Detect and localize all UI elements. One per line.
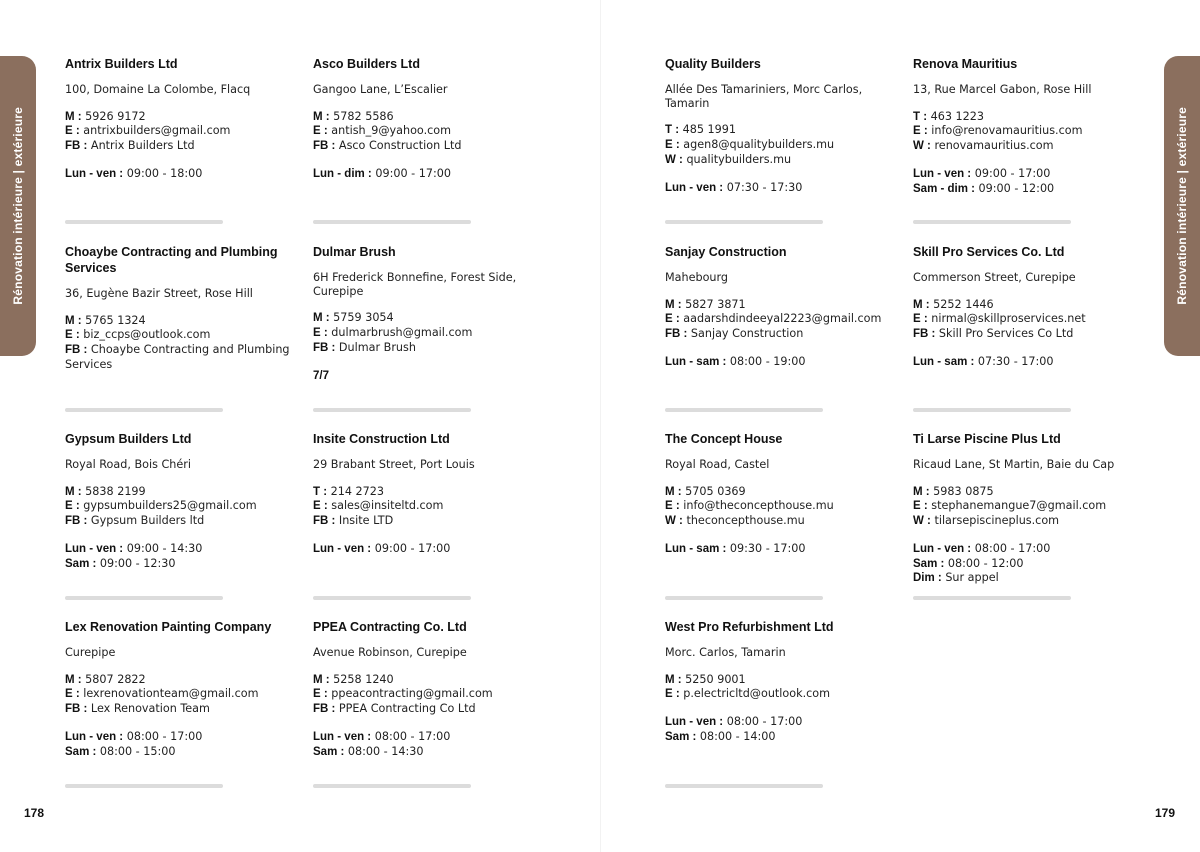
opening-hours <box>665 715 901 744</box>
contact-value[interactable]: Sanjay Construction <box>690 327 804 341</box>
contact-value[interactable]: antrixbuilders@gmail.com <box>83 124 231 138</box>
contact-line <box>313 485 549 500</box>
company-entry <box>65 619 301 759</box>
contact-value[interactable]: p.electricltd@outlook.com <box>683 687 831 701</box>
contact-line <box>313 673 549 688</box>
hours-line <box>913 355 1149 370</box>
contact-line <box>65 328 301 343</box>
hours-line <box>913 542 1149 557</box>
hours-label: Lun - ven : <box>65 730 124 743</box>
contact-label: M : <box>665 485 682 498</box>
entry-separator <box>65 596 223 600</box>
contact-value[interactable]: biz_ccps@outlook.com <box>83 328 211 342</box>
contact-value[interactable]: 5807 2822 <box>85 672 146 686</box>
company-address: Curepipe <box>65 646 116 659</box>
contact-line <box>665 485 901 500</box>
contact-label: M : <box>913 298 930 311</box>
company-address: Royal Road, Bois Chéri <box>65 458 191 471</box>
hours-value: 07:30 - 17:00 <box>977 354 1054 368</box>
company-name: Lex Renovation Painting Company <box>65 620 272 634</box>
contact-value[interactable]: 5765 1324 <box>85 313 146 327</box>
contact-list <box>65 314 301 372</box>
contact-line <box>65 110 301 125</box>
contact-list <box>665 485 901 529</box>
company-entry <box>665 431 901 557</box>
contact-value[interactable]: Choaybe Contracting and Plumbing Services <box>65 343 290 371</box>
company-name: Renova Mauritius <box>913 57 1018 71</box>
opening-hours <box>913 167 1149 196</box>
hours-line <box>665 730 901 745</box>
company-address: Royal Road, Castel <box>665 458 770 471</box>
hours-value: 08:00 - 15:00 <box>99 744 176 758</box>
hours-line <box>313 167 549 182</box>
entry-separator <box>665 784 823 788</box>
contact-label: E : <box>65 688 80 701</box>
contact-list <box>313 485 549 529</box>
contact-label: T : <box>313 485 328 498</box>
contact-line <box>665 514 901 529</box>
company-address: 13, Rue Marcel Gabon, Rose Hill <box>913 83 1092 96</box>
hours-label: Sam : <box>65 557 97 570</box>
company-address: 36, Eugène Bazir Street, Rose Hill <box>65 287 253 300</box>
contact-label: M : <box>313 110 330 123</box>
entry-separator <box>313 220 471 224</box>
company-name: The Concept House <box>665 432 783 446</box>
contact-list <box>913 485 1149 529</box>
hours-label: Sam : <box>65 745 97 758</box>
contact-line <box>65 499 301 514</box>
hours-line <box>913 182 1149 197</box>
contact-value[interactable]: aadarshdindeeyal2223@gmail.com <box>683 312 882 326</box>
side-tab-left <box>0 56 36 356</box>
hours-value: 08:00 - 12:00 <box>947 556 1024 570</box>
contact-label: E : <box>665 139 680 152</box>
contact-label: FB : <box>65 515 88 528</box>
contact-value[interactable]: gypsumbuilders25@gmail.com <box>83 499 257 513</box>
contact-value[interactable]: Lex Renovation Team <box>90 702 210 716</box>
hours-value: 08:00 - 14:30 <box>347 744 424 758</box>
contact-label: E : <box>665 313 680 326</box>
contact-value[interactable]: PPEA Contracting Co Ltd <box>338 702 476 716</box>
contact-label: M : <box>313 673 330 686</box>
contact-value[interactable]: info@theconcepthouse.mu <box>683 499 834 513</box>
hours-value: Sur appel <box>945 571 999 585</box>
contact-label: E : <box>313 125 328 138</box>
entry-separator <box>913 220 1071 224</box>
contact-line <box>913 124 1149 139</box>
page-number-right: 179 <box>1155 806 1176 820</box>
company-name: Sanjay Construction <box>665 245 787 259</box>
hours-value: 09:00 - 17:00 <box>375 166 451 180</box>
hours-line <box>65 542 301 557</box>
contact-value[interactable]: Skill Pro Services Co Ltd <box>938 327 1074 341</box>
contact-label: M : <box>65 673 82 686</box>
contact-list <box>665 673 901 702</box>
contact-line <box>665 298 901 313</box>
contact-label: E : <box>313 327 328 340</box>
company-name: West Pro Refurbishment Ltd <box>665 620 834 634</box>
contact-value[interactable]: 485 1991 <box>682 123 737 137</box>
company-entry <box>665 56 901 195</box>
company-name: Gypsum Builders Ltd <box>65 432 192 446</box>
entry-separator <box>665 596 823 600</box>
contact-label: T : <box>913 110 928 123</box>
company-entry <box>913 56 1149 196</box>
company-address: Ricaud Lane, St Martin, Baie du Cap <box>913 458 1115 471</box>
entry-separator <box>665 408 823 412</box>
contact-list <box>313 110 549 154</box>
hours-value: 08:00 - 17:00 <box>126 729 203 743</box>
contact-line <box>665 327 901 342</box>
company-name: Choaybe Contracting and Plumbing Services <box>65 245 278 275</box>
contact-value[interactable]: 5827 3871 <box>685 297 746 311</box>
company-address: Avenue Robinson, Curepipe <box>313 646 467 659</box>
contact-line <box>913 110 1149 125</box>
contact-value[interactable]: 214 2723 <box>330 484 385 498</box>
contact-line <box>313 311 549 326</box>
hours-value: 09:00 - 18:00 <box>126 166 203 180</box>
hours-line <box>65 745 301 760</box>
contact-value[interactable]: 5252 1446 <box>933 297 994 311</box>
company-address: Allée Des Tamariniers, Morc Carlos, Tamarin <box>665 83 863 110</box>
hours-label: Dim : <box>913 572 942 585</box>
contact-label: E : <box>313 688 328 701</box>
contact-label: FB : <box>65 703 88 716</box>
contact-line <box>65 139 301 154</box>
contact-value[interactable]: dulmarbrush@gmail.com <box>331 326 473 340</box>
hours-value: 08:00 - 17:00 <box>974 541 1051 555</box>
contact-value[interactable]: agen8@qualitybuilders.mu <box>683 138 835 152</box>
company-name: Ti Larse Piscine Plus Ltd <box>913 432 1061 446</box>
contact-value[interactable]: 5258 1240 <box>333 672 394 686</box>
hours-line <box>313 542 549 557</box>
contact-line <box>913 312 1149 327</box>
contact-list <box>665 298 901 342</box>
contact-value[interactable]: antish_9@yahoo.com <box>331 124 452 138</box>
opening-hours <box>913 542 1149 586</box>
contact-label: M : <box>65 110 82 123</box>
company-entry <box>313 244 549 383</box>
contact-label: M : <box>313 312 330 325</box>
company-entry <box>665 619 901 745</box>
side-tab-right <box>1164 56 1200 356</box>
contact-value[interactable]: 5705 0369 <box>685 484 746 498</box>
contact-value[interactable]: qualitybuilders.mu <box>686 152 792 166</box>
contact-value[interactable]: nirmal@skillproservices.net <box>931 312 1086 326</box>
hours-line <box>913 557 1149 572</box>
contact-value[interactable]: info@renovamauritius.com <box>931 124 1083 138</box>
contact-label: M : <box>913 485 930 498</box>
contact-label: M : <box>665 298 682 311</box>
hours-label: Lun - ven : <box>665 181 724 194</box>
hours-line <box>65 730 301 745</box>
contact-line <box>665 312 901 327</box>
hours-value: 09:00 - 17:00 <box>974 166 1051 180</box>
contact-line <box>65 124 301 139</box>
contact-label: M : <box>65 314 82 327</box>
contact-label: FB : <box>313 140 336 153</box>
contact-line <box>313 139 549 154</box>
company-entry <box>913 244 1149 370</box>
contact-line <box>313 110 549 125</box>
hours-label: Sam : <box>665 730 697 743</box>
contact-line <box>665 153 901 168</box>
hours-value: 08:00 - 17:00 <box>726 715 803 729</box>
contact-list <box>65 673 301 717</box>
entry-separator <box>65 220 223 224</box>
contact-list <box>913 110 1149 154</box>
entry-separator <box>313 784 471 788</box>
contact-value[interactable]: Insite LTD <box>338 514 394 528</box>
contact-line <box>913 485 1149 500</box>
hours-line <box>313 730 549 745</box>
contact-value[interactable]: lexrenovationteam@gmail.com <box>83 687 259 701</box>
contact-value[interactable]: Dulmar Brush <box>338 340 416 354</box>
contact-value[interactable]: 5926 9172 <box>85 109 146 123</box>
opening-hours <box>65 542 301 571</box>
entry-separator <box>913 408 1071 412</box>
company-entry <box>913 431 1149 586</box>
company-entry <box>313 431 549 557</box>
contact-label: E : <box>665 688 680 701</box>
opening-hours <box>313 167 549 182</box>
company-address: Commerson Street, Curepipe <box>913 271 1076 284</box>
opening-hours <box>665 355 901 370</box>
contact-value[interactable]: sales@insiteltd.com <box>331 499 444 513</box>
contact-list <box>65 110 301 154</box>
page-spread-divider <box>600 0 601 852</box>
contact-line <box>65 687 301 702</box>
company-entry <box>65 244 301 385</box>
contact-line <box>913 327 1149 342</box>
company-address: Morc. Carlos, Tamarin <box>665 646 786 659</box>
opening-hours <box>913 355 1149 370</box>
contact-line <box>313 499 549 514</box>
contact-label: FB : <box>65 344 88 357</box>
entry-separator <box>65 784 223 788</box>
contact-line <box>913 298 1149 313</box>
entry-separator <box>65 408 223 412</box>
hours-line <box>913 571 1149 586</box>
opening-hours <box>665 542 901 557</box>
hours-label: 7/7 <box>313 369 329 382</box>
company-name: Asco Builders Ltd <box>313 57 420 71</box>
page-number-left: 178 <box>24 806 45 820</box>
hours-label: Sam - dim : <box>913 182 975 195</box>
contact-value[interactable]: renovamauritius.com <box>934 139 1054 153</box>
company-address: 6H Frederick Bonnefine, Forest Side, Curepipe <box>313 271 517 298</box>
company-entry <box>65 56 301 182</box>
hours-label: Lun - ven : <box>313 730 372 743</box>
company-name: Antrix Builders Ltd <box>65 57 178 71</box>
contact-line <box>65 514 301 529</box>
hours-label: Lun - ven : <box>65 167 124 180</box>
hours-label: Sam : <box>913 557 945 570</box>
contact-line <box>665 499 901 514</box>
hours-label: Lun - sam : <box>665 355 727 368</box>
opening-hours <box>665 181 901 196</box>
hours-line <box>665 715 901 730</box>
opening-hours <box>65 167 301 182</box>
hours-line <box>313 745 549 760</box>
contact-label: FB : <box>313 341 336 354</box>
opening-hours <box>313 542 549 557</box>
hours-line <box>665 181 901 196</box>
contact-label: E : <box>65 125 80 138</box>
contact-line <box>313 326 549 341</box>
contact-label: E : <box>913 125 928 138</box>
contact-label: FB : <box>665 328 688 341</box>
hours-value: 09:00 - 17:00 <box>374 541 451 555</box>
company-entry <box>313 56 549 182</box>
contact-line <box>65 673 301 688</box>
contact-value[interactable]: 5759 3054 <box>333 311 394 325</box>
hours-value: 08:00 - 17:00 <box>374 729 451 743</box>
contact-label: FB : <box>313 703 336 716</box>
hours-line <box>665 355 901 370</box>
hours-label: Lun - ven : <box>65 542 124 555</box>
contact-line <box>65 485 301 500</box>
hours-line <box>913 167 1149 182</box>
hours-label: Lun - dim : <box>313 167 372 180</box>
contact-label: FB : <box>65 140 88 153</box>
contact-line <box>313 514 549 529</box>
opening-hours <box>313 369 549 384</box>
hours-label: Lun - sam : <box>913 355 975 368</box>
contact-label: E : <box>65 329 80 342</box>
opening-hours <box>313 730 549 759</box>
hours-label: Lun - ven : <box>913 542 972 555</box>
contact-value[interactable]: 5838 2199 <box>85 484 146 498</box>
contact-line <box>313 687 549 702</box>
company-name: PPEA Contracting Co. Ltd <box>313 620 467 634</box>
hours-value: 09:00 - 12:30 <box>99 556 176 570</box>
contact-label: M : <box>665 673 682 686</box>
contact-value[interactable]: Gypsum Builders ltd <box>90 514 205 528</box>
contact-label: E : <box>913 500 928 513</box>
hours-line <box>665 542 901 557</box>
contact-value[interactable]: Antrix Builders Ltd <box>90 139 195 153</box>
hours-value: 09:00 - 12:00 <box>978 181 1055 195</box>
contact-value[interactable]: theconcepthouse.mu <box>686 514 805 528</box>
hours-value: 08:00 - 14:00 <box>699 729 776 743</box>
contact-line <box>665 673 901 688</box>
contact-line <box>65 702 301 717</box>
contact-line <box>313 124 549 139</box>
entry-separator <box>913 596 1071 600</box>
side-tab-label: Rénovation intérieure | extérieure <box>11 107 25 305</box>
hours-label: Lun - sam : <box>665 542 727 555</box>
company-entry <box>65 431 301 571</box>
contact-label: T : <box>665 124 680 137</box>
contact-label: E : <box>913 313 928 326</box>
company-entry <box>665 244 901 370</box>
hours-label: Lun - ven : <box>313 542 372 555</box>
hours-label: Lun - ven : <box>665 716 724 729</box>
company-address: Mahebourg <box>665 271 729 284</box>
contact-value[interactable]: 463 1223 <box>930 109 985 123</box>
contact-line <box>665 138 901 153</box>
contact-value[interactable]: 5782 5586 <box>333 109 394 123</box>
contact-label: E : <box>65 500 80 513</box>
contact-value[interactable]: ppeacontracting@gmail.com <box>331 687 493 701</box>
contact-label: W : <box>665 153 683 166</box>
company-name: Dulmar Brush <box>313 245 396 259</box>
hours-value: 08:00 - 19:00 <box>729 354 806 368</box>
company-address: 29 Brabant Street, Port Louis <box>313 458 475 471</box>
contact-value[interactable]: 5250 9001 <box>685 672 746 686</box>
contact-list <box>313 311 549 355</box>
contact-line <box>665 687 901 702</box>
contact-line <box>913 139 1149 154</box>
hours-value: 09:00 - 14:30 <box>126 541 203 555</box>
company-address: Gangoo Lane, L’Escalier <box>313 83 448 96</box>
hours-value: 07:30 - 17:30 <box>726 180 803 194</box>
contact-line <box>665 123 901 138</box>
contact-list <box>65 485 301 529</box>
contact-list <box>913 298 1149 342</box>
company-name: Quality Builders <box>665 57 761 71</box>
contact-value[interactable]: 5983 0875 <box>933 484 994 498</box>
entry-separator <box>665 220 823 224</box>
hours-value: 09:30 - 17:00 <box>729 541 806 555</box>
hours-label: Lun - ven : <box>913 167 972 180</box>
contact-label: W : <box>913 140 931 153</box>
contact-line <box>913 514 1149 529</box>
contact-line <box>313 702 549 717</box>
contact-line <box>65 314 301 329</box>
contact-label: M : <box>65 485 82 498</box>
contact-line <box>65 343 301 371</box>
company-name: Insite Construction Ltd <box>313 432 450 446</box>
contact-value[interactable]: tilarsepiscineplus.com <box>934 514 1060 528</box>
opening-hours <box>65 730 301 759</box>
contact-label: E : <box>665 500 680 513</box>
contact-list <box>313 673 549 717</box>
contact-line <box>913 499 1149 514</box>
contact-value[interactable]: stephanemangue7@gmail.com <box>931 499 1107 513</box>
contact-label: E : <box>313 500 328 513</box>
entry-separator <box>313 596 471 600</box>
hours-line <box>65 167 301 182</box>
hours-line <box>313 369 549 384</box>
contact-label: W : <box>913 515 931 528</box>
entry-separator <box>313 408 471 412</box>
side-tab-label: Rénovation intérieure | extérieure <box>1175 107 1189 305</box>
contact-list <box>665 123 901 167</box>
contact-label: FB : <box>313 515 336 528</box>
company-name: Skill Pro Services Co. Ltd <box>913 245 1065 259</box>
company-entry <box>313 619 549 759</box>
hours-label: Sam : <box>313 745 345 758</box>
contact-label: W : <box>665 515 683 528</box>
contact-label: FB : <box>913 328 936 341</box>
hours-line <box>65 557 301 572</box>
contact-value[interactable]: Asco Construction Ltd <box>338 139 462 153</box>
contact-line <box>313 341 549 356</box>
company-address: 100, Domaine La Colombe, Flacq <box>65 83 251 96</box>
